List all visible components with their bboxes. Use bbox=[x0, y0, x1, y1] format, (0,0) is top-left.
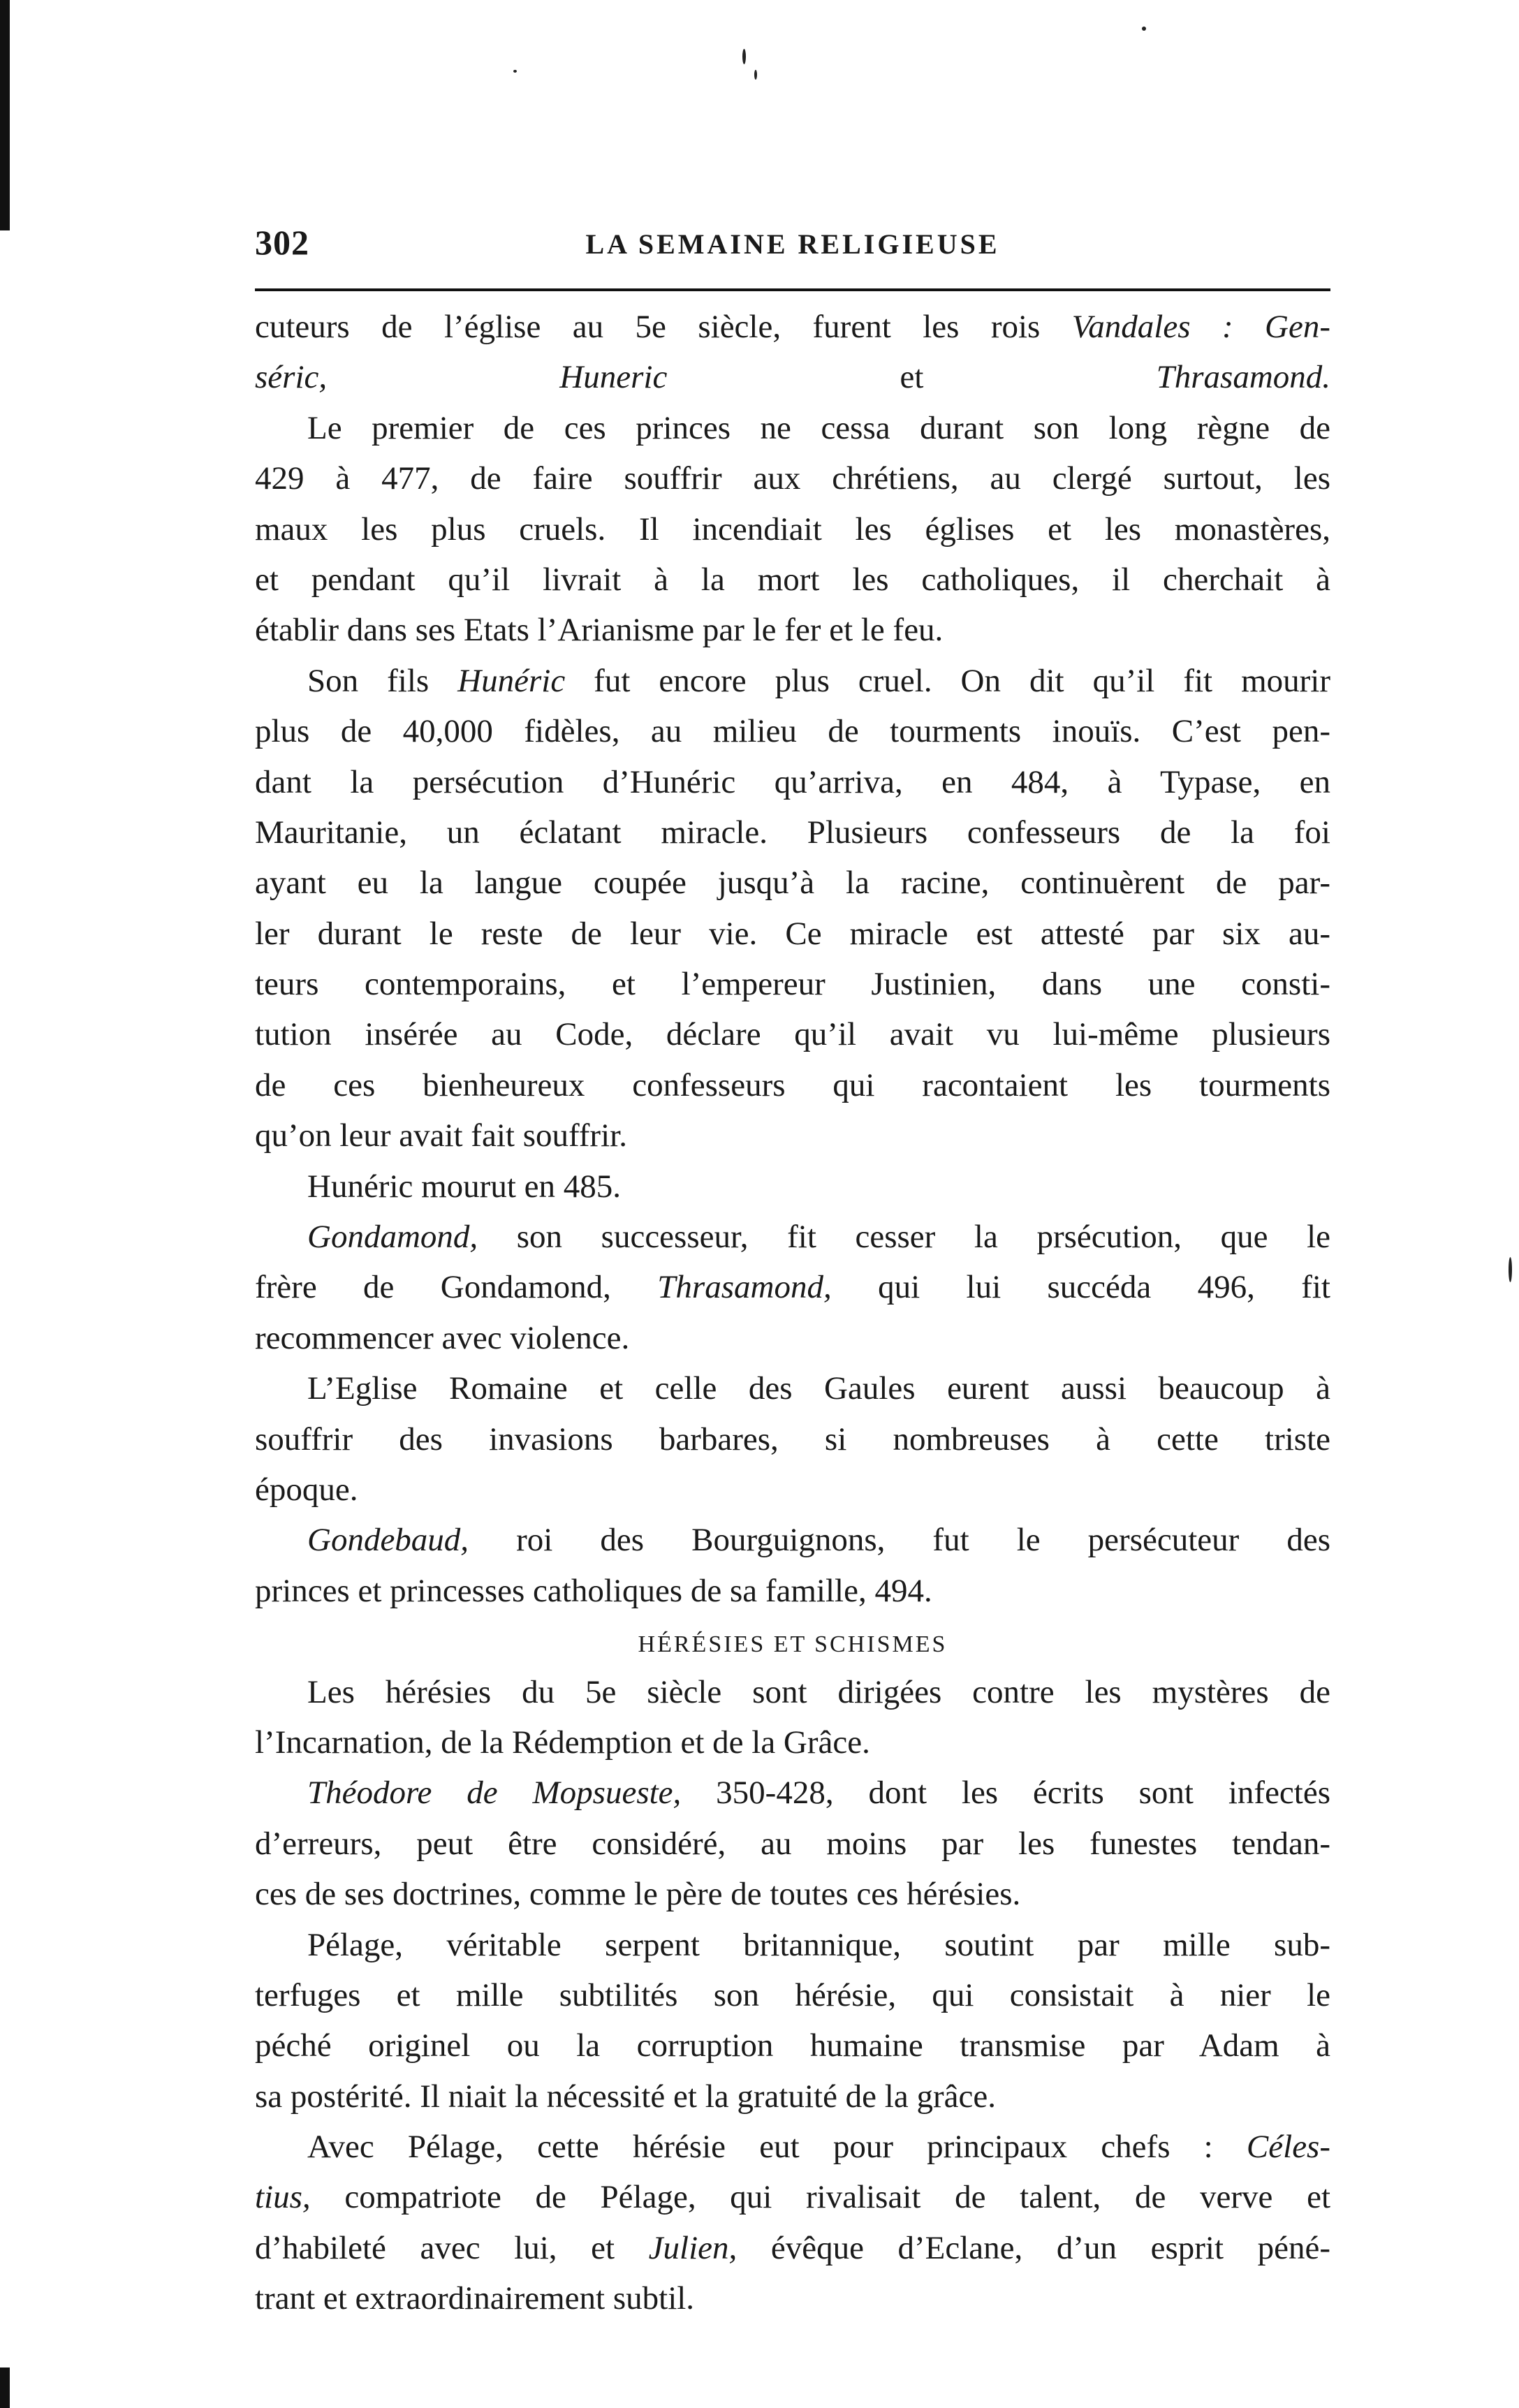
italic-name: Théodore de Mopsueste, bbox=[307, 1775, 682, 1812]
italic-name: Thrasamond. bbox=[1156, 359, 1331, 396]
text-run: tution insérée au Code, déclare qu’il avait vu lui-même plusieurs bbox=[255, 1016, 1330, 1053]
text-run: Les hérésies du 5e siècle sont dirigées contre les mystères de bbox=[307, 1673, 1330, 1710]
text-run: sa postérité. Il niait la nécessité et la gratuité de la grâce. bbox=[255, 2078, 996, 2115]
header-rule bbox=[255, 288, 1330, 291]
scan-edge-mark bbox=[0, 0, 10, 230]
scan-speck bbox=[1142, 27, 1146, 31]
scan-speck bbox=[513, 70, 517, 73]
italic-name: Vandales : Gen- bbox=[1071, 309, 1330, 345]
text-run: maux les plus cruels. Il incendiait les églises et les monastères, bbox=[255, 511, 1330, 548]
text-run: et pendant qu’il livrait à la mort les catholiques, il cherchait à bbox=[255, 561, 1330, 598]
text-run: compatriote de Pélage, qui rivalisait de talent, de verve et bbox=[310, 2179, 1330, 2216]
text-run: princes et princesses catholiques de sa famille, 494. bbox=[255, 1572, 932, 1609]
text-line bbox=[255, 2071, 1330, 2122]
text-run: d’erreurs, peut être considéré, au moins par les funestes tendan- bbox=[255, 1825, 1330, 1862]
text-run: de ces bienheureux confesseurs qui racontaient les tourments bbox=[255, 1066, 1330, 1103]
italic-name: Thrasamond, bbox=[657, 1269, 832, 1306]
text-line bbox=[255, 1717, 1330, 1768]
text-line bbox=[255, 1262, 1330, 1312]
italic-name: Julien, bbox=[648, 2229, 738, 2266]
text-run: son successeur, fit cesser la prsécution, que le bbox=[478, 1219, 1330, 1256]
text-run: frère de Gondamond, bbox=[255, 1269, 658, 1306]
text-run: d’habileté avec lui, et bbox=[255, 2229, 649, 2266]
italic-name: Gondebaud, bbox=[307, 1522, 469, 1559]
text-line bbox=[255, 1768, 1330, 1818]
running-title: LA SEMAINE RELIGIEUSE bbox=[585, 228, 1000, 260]
text-run: Son fils bbox=[307, 662, 458, 699]
text-line bbox=[255, 909, 1330, 959]
text-run: qu’on leur avait fait souffrir. bbox=[255, 1117, 627, 1154]
italic-name: Céles- bbox=[1246, 2129, 1330, 2166]
scan-speck bbox=[754, 70, 757, 80]
italic-name: séric, Huneric bbox=[255, 359, 668, 396]
text-run: péché originel ou la corruption humaine transmise par Adam à bbox=[255, 2027, 1330, 2064]
text-line bbox=[255, 1363, 1330, 1414]
text-run: souffrir des invasions barbares, si nombreuses à cette triste bbox=[255, 1420, 1330, 1458]
text-line bbox=[255, 1667, 1330, 1717]
section-heading bbox=[255, 1616, 1330, 1666]
text-line bbox=[255, 1212, 1330, 1262]
scan-speck bbox=[1509, 1257, 1512, 1282]
text-run: terfuges et mille subtilités son hérésie, qui consistait à nier le bbox=[255, 1976, 1330, 2013]
text-line bbox=[255, 555, 1330, 605]
text-line bbox=[255, 605, 1330, 655]
text-run: ler durant le reste de leur vie. Ce miracle est attesté par six au- bbox=[255, 915, 1330, 952]
text-run: l’Incarnation, de la Rédemption et de la Grâce. bbox=[255, 1724, 870, 1761]
text-line bbox=[255, 453, 1330, 504]
text-line bbox=[255, 1060, 1330, 1110]
text-run: Hunéric mourut en 485. bbox=[307, 1168, 622, 1205]
text-line bbox=[255, 2020, 1330, 2071]
text-line bbox=[255, 959, 1330, 1009]
section-heading-text: HÉRÉSIES ET SCHISMES bbox=[638, 1631, 948, 1658]
text-run: évêque d’Eclane, d’un esprit péné- bbox=[737, 2229, 1330, 2266]
scan-speck bbox=[742, 49, 746, 64]
text-run: 350-428, dont les écrits sont infectés bbox=[681, 1775, 1330, 1812]
text-line bbox=[255, 1920, 1330, 1970]
text-run: fut encore plus cruel. On dit qu’il fit mourir bbox=[565, 662, 1330, 699]
text-line bbox=[255, 1869, 1330, 1919]
text-run: dant la persécution d’Hunéric qu’arriva, en 484, à Typase, en bbox=[255, 763, 1330, 800]
text-run: ces de ses doctrines, comme le père de toutes ces hérésies. bbox=[255, 1876, 1021, 1913]
text-line bbox=[255, 1414, 1330, 1464]
text-line bbox=[255, 2172, 1330, 2222]
text-line bbox=[255, 807, 1330, 858]
text-run: établir dans ses Etats l’Arianisme par le fer et le feu. bbox=[255, 612, 944, 649]
text-run: L’Eglise Romaine et celle des Gaules eurent aussi beaucoup à bbox=[307, 1370, 1330, 1407]
text-line bbox=[255, 2223, 1330, 2273]
text-line bbox=[255, 1161, 1330, 1212]
text-line bbox=[255, 1313, 1330, 1363]
text-line bbox=[255, 1970, 1330, 2020]
text-run: roi des Bourguignons, fut le persécuteur des bbox=[469, 1522, 1330, 1559]
text-line bbox=[255, 858, 1330, 908]
text-line bbox=[255, 2122, 1330, 2172]
text-line bbox=[255, 656, 1330, 706]
text-line bbox=[255, 757, 1330, 807]
text-line bbox=[255, 706, 1330, 756]
page-number: 302 bbox=[255, 223, 309, 262]
text-line bbox=[255, 2273, 1330, 2323]
text-run: teurs contemporains, et l’empereur Justinien, dans une consti- bbox=[255, 966, 1330, 1003]
text-line bbox=[255, 504, 1330, 555]
page-header bbox=[255, 222, 1330, 264]
italic-name: Hunéric bbox=[457, 662, 566, 699]
text-run: Le premier de ces princes ne cessa durant son long règne de bbox=[307, 409, 1330, 446]
text-run: cuteurs de l’église au 5e siècle, furent les rois bbox=[255, 309, 1072, 345]
text-line bbox=[255, 1110, 1330, 1161]
italic-name: tius, bbox=[255, 2179, 311, 2216]
italic-name: Gondamond, bbox=[307, 1219, 478, 1256]
text-line bbox=[255, 1464, 1330, 1515]
text-run: ayant eu la langue coupée jusqu’à la racine, continuèrent de par- bbox=[255, 865, 1330, 902]
text-run: époque. bbox=[255, 1471, 358, 1508]
text-line bbox=[255, 1566, 1330, 1616]
text-run: trant et extraordinairement subtil. bbox=[255, 2280, 695, 2317]
text-line bbox=[255, 302, 1330, 352]
text-run: Avec Pélage, cette hérésie eut pour principaux chefs : bbox=[307, 2129, 1247, 2166]
text-line bbox=[255, 1009, 1330, 1059]
text-run: et bbox=[667, 359, 1157, 396]
body-text bbox=[255, 302, 1330, 2324]
text-line bbox=[255, 1819, 1330, 1869]
text-run: qui lui succéda 496, fit bbox=[831, 1269, 1330, 1306]
text-run: Mauritanie, un éclatant miracle. Plusieurs confesseurs de la foi bbox=[255, 814, 1330, 851]
text-line bbox=[255, 352, 1330, 402]
scan-edge-mark bbox=[0, 2367, 10, 2408]
text-run: 429 à 477, de faire souffrir aux chrétiens, au clergé surtout, les bbox=[255, 460, 1330, 497]
text-run: plus de 40,000 fidèles, au milieu de tourments inouïs. C’est pen- bbox=[255, 713, 1330, 750]
text-run: Pélage, véritable serpent britannique, soutint par mille sub- bbox=[307, 1926, 1330, 1963]
text-line bbox=[255, 403, 1330, 453]
text-run: recommencer avec violence. bbox=[255, 1319, 630, 1356]
text-line bbox=[255, 1515, 1330, 1565]
